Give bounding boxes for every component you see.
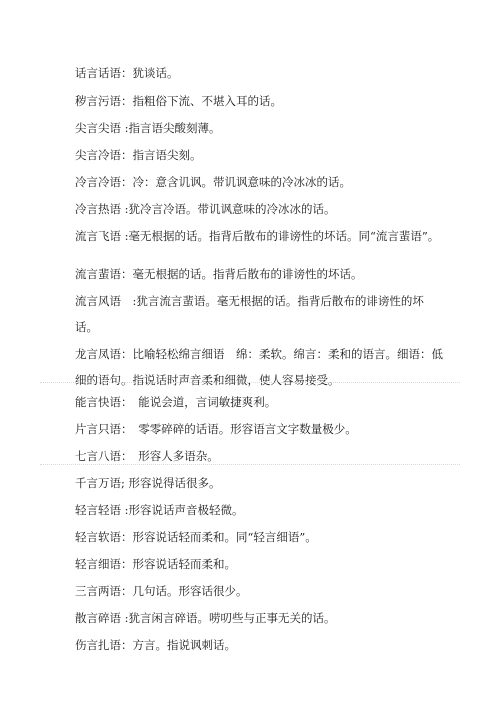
entry-liu-yan-fei-yu: 流言飞语 :毫无根据的话。指背后散布的诽谤性的坏话。同“流言蜚语”。	[75, 229, 440, 243]
entry-liu-yan-feng-yu: 流言风语 :犹言流言蜚语。毫无根据的话。指背后散布的诽谤性的坏话。	[75, 294, 424, 334]
entry-pian-yan-zhi-yu: 片言只语： 零零碎碎的话语。形容语言文字数量极少。	[75, 422, 357, 436]
entry-jian-yan-leng-yu: 尖言冷语：指言语尖刻。	[75, 148, 202, 162]
entry-qing-yan-qing-yu: 轻言轻语 :形容说话声音极轻微。	[75, 503, 244, 517]
section-divider	[40, 464, 460, 465]
entry-qing-yan-ruan-yu: 轻言软语：形容说话轻而柔和。同“轻言细语”。	[75, 530, 317, 544]
entry-qian-yan-wan-yu: 千言万语; 形容说得话很多。	[75, 476, 221, 490]
entry-jian-yan-jian-yu: 尖言尖语 :指言语尖酸刻薄。	[75, 121, 221, 135]
entry-hua-yan-hua-yu: 话言话语：犹谈话。	[75, 66, 179, 80]
page-break-divider	[40, 382, 460, 383]
entry-san-yan-sui-yu: 散言碎语 :犹言闲言碎语。唠叨些与正事无关的话。	[75, 611, 336, 625]
entry-qing-yan-xi-yu: 轻言细语：形容说话轻而柔和。	[75, 557, 236, 571]
entry-san-yan-liang-yu: 三言两语：几句话。形容话很少。	[75, 584, 248, 598]
entry-neng-yan-kuai-yu: 能言快语： 能说会道，言词敏捷爽利。	[75, 395, 277, 409]
entry-liu-yan-fei-yu-2: 流言蜚语：毫无根据的话。指背后散布的诽谤性的坏话。	[75, 267, 363, 281]
entry-shang-yan-zha-yu: 伤言扎语：方言。指说讽刺话。	[75, 638, 236, 652]
entry-long-yan-feng-yu: 龙言凤语：比喻轻松绵言细语 绵：柔软。绵言：柔和的语言。细语：低细的语句。指说话时声音柔和细微，使人容易接受。	[75, 347, 443, 387]
entry-qi-yan-ba-yu: 七言八语： 形容人多语杂。	[75, 449, 219, 463]
entry-hui-yan-wu-yu: 秽言污语：指粗俗下流、不堪入耳的话。	[75, 94, 282, 108]
entry-leng-yan-leng-yu: 冷言冷语：冷：意含讥讽。带讥讽意味的冷冰冰的话。	[75, 175, 351, 189]
entry-leng-yan-re-yu: 冷言热语 :犹冷言冷语。带讥讽意味的冷冰冰的话。	[75, 202, 336, 216]
